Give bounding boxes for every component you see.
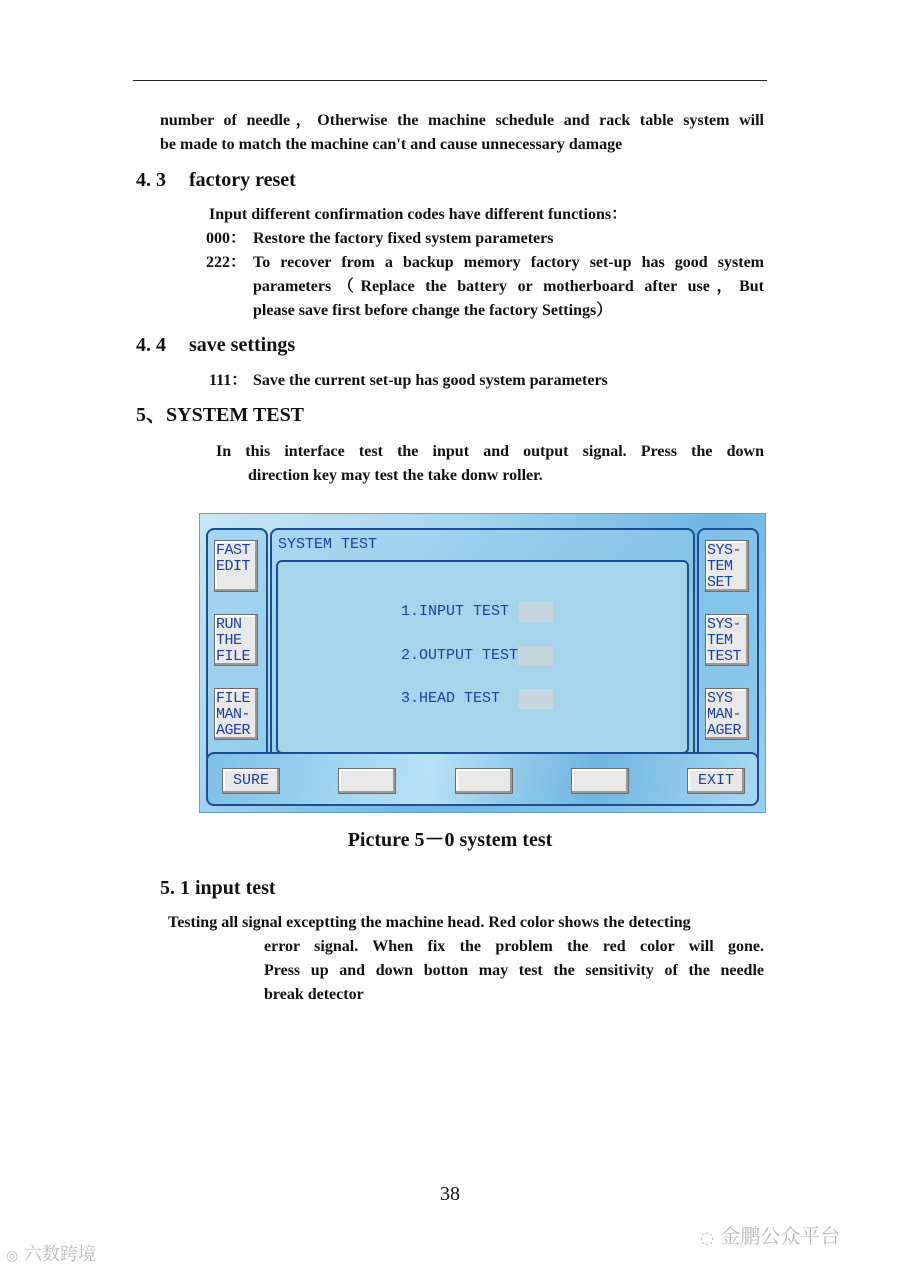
section-5-para-2: direction key may test the take donw roller. bbox=[248, 467, 543, 484]
code-000-text: Restore the factory fixed system parameters bbox=[253, 230, 554, 247]
output-test-option[interactable]: 2.OUTPUT TEST bbox=[397, 646, 553, 666]
left-button-panel bbox=[206, 528, 268, 764]
bottom-button-bar bbox=[206, 752, 759, 806]
watermark-right bbox=[700, 1220, 840, 1249]
system-set-button[interactable]: SYS- TEM SET bbox=[705, 540, 749, 592]
input-test-option[interactable]: 1.INPUT TEST bbox=[397, 602, 553, 622]
page-number: 38 bbox=[440, 1183, 460, 1205]
code-222-text-2: parameters（Replace the battery or motherboard after use，But bbox=[253, 278, 764, 295]
section-5-title: 5、SYSTEM TEST bbox=[136, 404, 305, 426]
intro-line-2: be made to match the machine can't and cause unnecessary damage bbox=[160, 136, 623, 153]
section-4-4-title: save settings bbox=[189, 334, 296, 356]
file-manager-button[interactable]: FILE MAN- AGER bbox=[214, 688, 258, 740]
code-111: 111： bbox=[209, 372, 248, 389]
fast-edit-button[interactable]: FAST EDIT bbox=[214, 540, 258, 592]
intro-line-1: number of needle，Otherwise the machine schedule and rack table system will bbox=[160, 112, 764, 129]
section-5-1-line-3: Press up and down botton may test the sensitivity of the needle bbox=[264, 962, 764, 979]
code-000: 000： bbox=[206, 230, 247, 247]
run-the-file-button[interactable]: RUN THE FILE bbox=[214, 614, 258, 666]
watermark-left bbox=[6, 1240, 96, 1266]
wechat-logo-icon: ◌ bbox=[700, 1228, 714, 1247]
section-4-3-title: factory reset bbox=[189, 169, 296, 191]
code-222: 222： bbox=[206, 254, 247, 271]
exit-button[interactable]: EXIT bbox=[687, 768, 745, 794]
code-222-text-1: To recover from a backup memory factory set-up has good system bbox=[253, 254, 764, 271]
figure-caption: Picture 5－0 system test bbox=[347, 829, 553, 851]
header-rule bbox=[133, 80, 767, 81]
blank-button-3[interactable] bbox=[571, 768, 629, 794]
blank-button-2[interactable] bbox=[455, 768, 513, 794]
code-222-text-3: please save first before change the factory Settings） bbox=[253, 302, 613, 319]
code-111-text: Save the current set-up has good system parameters bbox=[253, 372, 608, 389]
section-5-para-1: In this interface test the input and output signal. Press the down bbox=[216, 443, 764, 460]
system-manager-button[interactable]: SYS MAN- AGER bbox=[705, 688, 749, 740]
section-5-1-title: 5. 1 input test bbox=[160, 877, 276, 899]
system-test-screen bbox=[199, 513, 766, 813]
system-test-button[interactable]: SYS- TEM TEST bbox=[705, 614, 749, 666]
blank-button-1[interactable] bbox=[338, 768, 396, 794]
wechat-icon: ◎ bbox=[6, 1248, 19, 1264]
head-test-option[interactable]: 3.HEAD TEST bbox=[397, 689, 553, 709]
section-4-3-number: 4. 3 bbox=[136, 169, 166, 191]
main-panel bbox=[270, 528, 695, 764]
sure-button[interactable]: SURE bbox=[222, 768, 280, 794]
section-5-1-line-2: error signal. When fix the problem the red color will gone. bbox=[264, 938, 764, 955]
screen-title: SYSTEM TEST bbox=[278, 536, 378, 553]
options-panel bbox=[276, 560, 689, 754]
section-5-1-line-1: Testing all signal exceptting the machine head. Red color shows the detecting bbox=[168, 914, 691, 931]
right-button-panel bbox=[697, 528, 759, 764]
watermark-right-text: 金鹏公众平台 bbox=[720, 1224, 841, 1248]
section-4-4-number: 4. 4 bbox=[136, 334, 166, 356]
section-4-3-lead: Input different confirmation codes have different functions： bbox=[209, 206, 628, 223]
section-5-1-line-4: break detector bbox=[264, 986, 364, 1003]
watermark-left-text: 六数跨境 bbox=[23, 1244, 96, 1265]
